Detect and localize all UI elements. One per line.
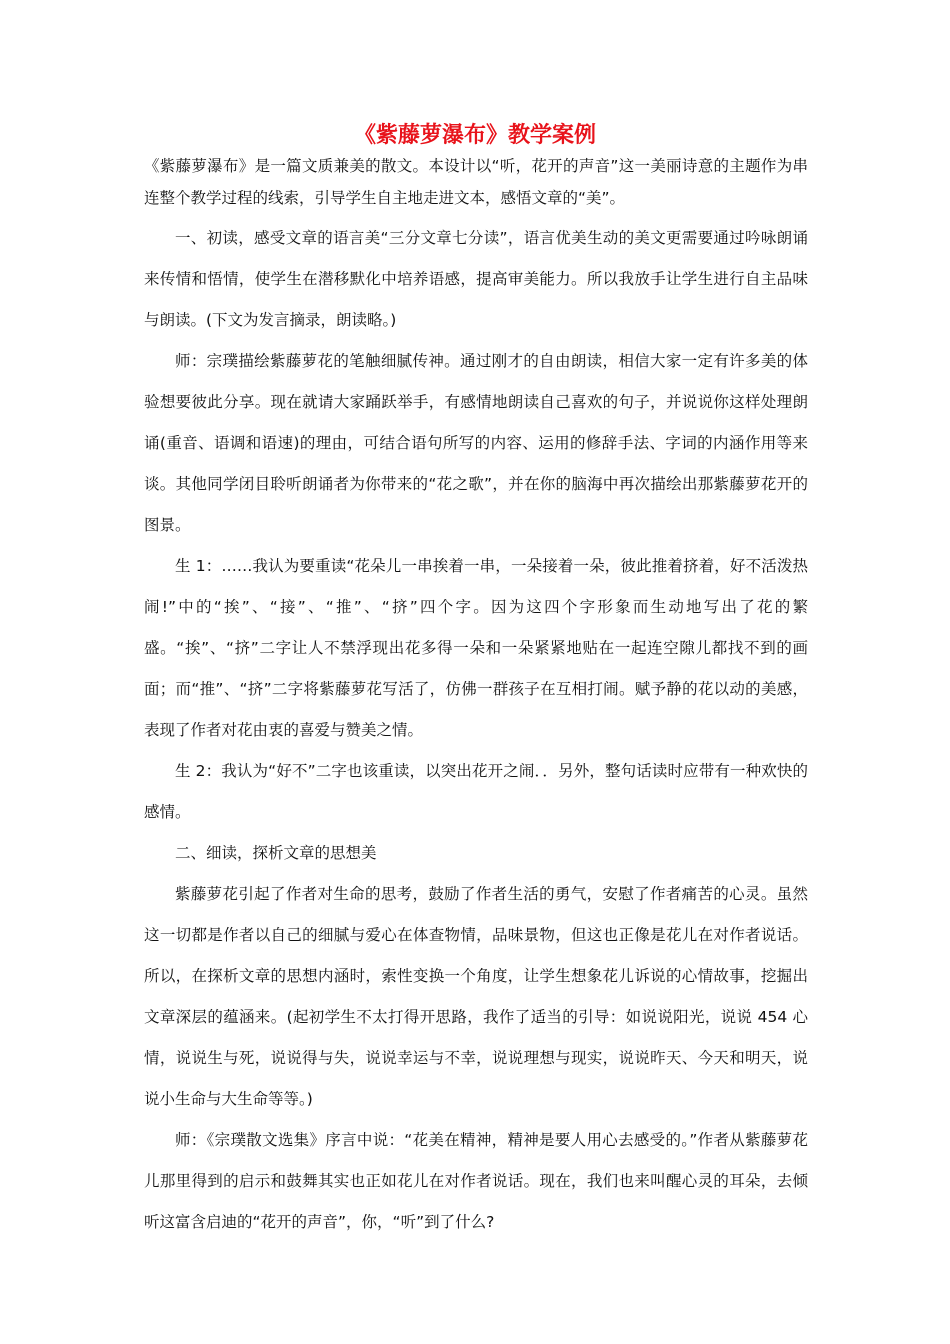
paragraph-teacher-one: 师：宗璞描绘紫藤萝花的笔触细腻传神。通过刚才的自由朗读，相信大家一定有许多美的体验想要彼此分享。现在就请大家踊跃举手，有感情地朗读自己喜欢的句子，并说说你这样处理朗诵(重音、语调和语速)的理由，可结合语句所写的内容、运用的修辞手法、字词的内涵作用等来谈。其他同学闭目聆听朗诵者为你带来的“花之歌”，并在你的脑海中再次描绘出那紫藤萝花开的图景。 xyxy=(144,352,808,534)
section-heading-two: 二、细读，探析文章的思想美 xyxy=(175,844,377,862)
paragraph-student-two: 生 2：我认为“好不”二字也该重读，以突出花开之闹．．另外，整句话读时应带有一种欢快的感情。 xyxy=(144,762,808,821)
paragraph-intro: 《紫藤萝瀑布》是一篇文质兼美的散文。本设计以“听，花开的声音”这一美丽诗意的主题作为串连整个教学过程的线索，引导学生自主地走进文本，感悟文章的“美”。 xyxy=(144,157,808,207)
document-title: 《紫藤萝瀑布》教学案例 xyxy=(353,122,596,148)
document-body xyxy=(144,150,808,1243)
paragraph-section-two: 紫藤萝花引起了作者对生命的思考，鼓励了作者生活的勇气，安慰了作者痛苦的心灵。虽然这一切都是作者以自己的细腻与爱心在体查物情，品味景物，但这也正像是花儿在对作者说话。所以，在探析文章的思想内涵时，索性变换一个角度，让学生想象花儿诉说的心情故事，挖掘出文章深层的蕴涵来。(起初学生不太打得开思路，我作了适当的引导：如说说阳光，说说 454 心情，说说生与死，说说得与失，说说幸运与不幸，说说理想与现实，说说昨天、今天和明天，说说小生命与大生命等等。) xyxy=(144,885,808,1108)
paragraph-section-one: 一、初读，感受文章的语言美“三分文章七分读”，语言优美生动的美文更需要通过吟咏朗诵来传情和悟情，使学生在潜移默化中培养语感，提高审美能力。所以我放手让学生进行自主品味与朗读。(下文为发言摘录，朗读略。) xyxy=(144,229,808,329)
paragraph-teacher-two: 师：《宗璞散文选集》序言中说：“花美在精神，精神是要人用心去感受的。”作者从紫藤萝花儿那里得到的启示和鼓舞其实也正如花儿在对作者说话。现在，我们也来叫醒心灵的耳朵，去倾听这富含启迪的“花开的声音”，你，“听”到了什么? xyxy=(144,1131,808,1231)
paragraph-student-one: 生 1：……我认为要重读“花朵儿一串挨着一串，一朵接着一朵，彼此推着挤着，好不活泼热闹!”中的“挨”、“接”、“推”、“挤”四个字。因为这四个字形象而生动地写出了花的繁盛。“挨”、“挤”二字让人不禁浮现出花多得一朵和一朵紧紧地贴在一起连空隙儿都找不到的画面；而“推”、“挤”二字将紫藤萝花写活了，仿佛一群孩子在互相打闹。赋予静的花以动的美感，表现了作者对花由衷的喜爱与赞美之情。 xyxy=(144,557,808,739)
